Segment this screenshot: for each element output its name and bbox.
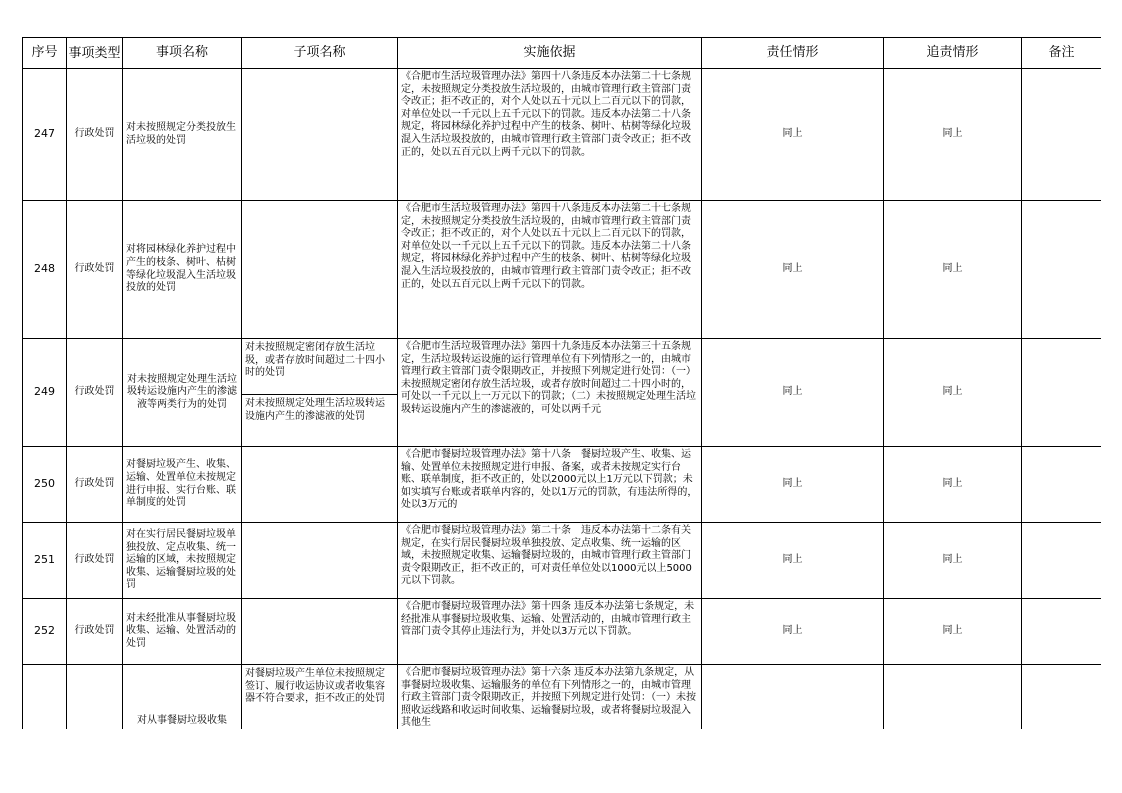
- row-serial: 250: [23, 447, 67, 523]
- table-row: [23, 599, 1102, 665]
- row-serial: 251: [23, 523, 67, 599]
- row-subitem-b: 对未按照规定处理生活垃圾转运设施内产生的渗滤液的处罚: [242, 395, 398, 447]
- table-row: [23, 69, 1102, 201]
- header-accountability: 追责情形: [884, 38, 1022, 69]
- row-accountability: [884, 665, 1022, 730]
- row-remark: [1022, 523, 1102, 599]
- row-remark: [1022, 201, 1102, 339]
- row-responsibility: 同上: [702, 599, 884, 665]
- row-type: 行政处罚: [67, 69, 123, 201]
- row-remark: [1022, 339, 1102, 447]
- row-name: 对在实行居民餐厨垃圾单独投放、定点收集、统一运输的区域，未按照规定收集、运输餐厨垃圾的处罚: [123, 523, 242, 599]
- row-subitem: [242, 523, 398, 599]
- row-type: 行政处罚: [67, 339, 123, 447]
- table-row: [23, 447, 1102, 523]
- row-subitem: [242, 447, 398, 523]
- row-serial: 249: [23, 339, 67, 447]
- row-name: 对将园林绿化养护过程中产生的枝条、树叶、枯树等绿化垃圾混入生活垃圾投放的处罚: [123, 201, 242, 339]
- row-type: 行政处罚: [67, 201, 123, 339]
- row-remark: [1022, 447, 1102, 523]
- row-name: 对从事餐厨垃圾收集: [123, 665, 242, 730]
- row-accountability: 同上: [884, 447, 1022, 523]
- row-basis: 《合肥市餐厨垃圾管理办法》第十四条 违反本办法第七条规定，未经批准从事餐厨垃圾收集、运输、处置活动的，由城市管理行政主管部门责令其停止违法行为，并处以3万元以下罚款。: [398, 599, 702, 665]
- row-responsibility: 同上: [702, 69, 884, 201]
- row-subitem-a: 对餐厨垃圾产生单位未按照规定签订、履行收运协议或者收集容器不符合要求，拒不改正的处罚: [242, 665, 398, 730]
- row-subitem-a: 对未按照规定密闭存放生活垃圾，或者存放时间超过二十四小时的处罚: [242, 339, 398, 395]
- row-type: 行政处罚: [67, 447, 123, 523]
- row-remark: [1022, 599, 1102, 665]
- header-type: 事项类型: [67, 38, 123, 69]
- row-accountability: 同上: [884, 599, 1022, 665]
- header-name: 事项名称: [123, 38, 242, 69]
- row-subitem: [242, 69, 398, 201]
- row-responsibility: 同上: [702, 339, 884, 447]
- row-basis: 《合肥市餐厨垃圾管理办法》第十六条 违反本办法第九条规定，从事餐厨垃圾收集、运输服务的单位有下列情形之一的，由城市管理行政主管部门责令限期改正，并按照下列规定进行处罚：（一）未按照收运线路和收运时间收集、运输餐厨垃圾，或者将餐厨垃圾混入其他生: [398, 665, 702, 730]
- row-serial: 252: [23, 599, 67, 665]
- header-row: [23, 38, 1102, 69]
- row-name: 对未经批准从事餐厨垃圾收集、运输、处置活动的处罚: [123, 599, 242, 665]
- header-remark: 备注: [1022, 38, 1102, 69]
- header-serial: 序号: [23, 38, 67, 69]
- row-responsibility: 同上: [702, 523, 884, 599]
- row-type: [67, 665, 123, 730]
- row-accountability: 同上: [884, 201, 1022, 339]
- row-responsibility: [702, 665, 884, 730]
- row-accountability: 同上: [884, 523, 1022, 599]
- table-row: [23, 339, 1102, 395]
- row-responsibility: 同上: [702, 201, 884, 339]
- row-basis: 《合肥市餐厨垃圾管理办法》第二十条 违反本办法第十二条有关规定，在实行居民餐厨垃圾单独投放、定点收集、统一运输的区域，未按照规定收集、运输餐厨垃圾的，由城市管理行政主管部门责令限期改正，拒不改正的，可对责任单位处以1000元以上5000元以下罚款。: [398, 523, 702, 599]
- row-accountability: 同上: [884, 339, 1022, 447]
- row-subitem: [242, 201, 398, 339]
- row-subitem: [242, 599, 398, 665]
- row-basis: 《合肥市生活垃圾管理办法》第四十八条违反本办法第二十七条规定，未按照规定分类投放生活垃圾的，由城市管理行政主管部门责令改正；拒不改正的，对个人处以五十元以上二百元以下的罚款，对单位处以一千元以上五千元以下的罚款。违反本办法第二十八条规定，将园林绿化养护过程中产生的枝条、树叶、枯树等绿化垃圾混入生活垃圾投放的，由城市管理行政主管部门责令改正；拒不改正的，处以五百元以上两千元以下的罚款。: [398, 69, 702, 201]
- header-subitem: 子项名称: [242, 38, 398, 69]
- row-remark: [1022, 665, 1102, 730]
- row-responsibility: 同上: [702, 447, 884, 523]
- row-basis: 《合肥市生活垃圾管理办法》第四十九条违反本办法第三十五条规定，生活垃圾转运设施的运行管理单位有下列情形之一的，由城市管理行政主管部门责令限期改正，并按照下列规定进行处罚：（一）未按照规定密闭存放生活垃圾，或者存放时间超过二十四小时的，可处以一千元以上一万元以下的罚款；（二）未按照规定处理生活垃圾转运设施内产生的渗滤液的，可处以两千元: [398, 339, 702, 447]
- row-serial: [23, 665, 67, 730]
- row-remark: [1022, 69, 1102, 201]
- row-name: 对未按照规定处理生活垃圾转运设施内产生的渗滤液等两类行为的处罚: [123, 339, 242, 447]
- data-table-sheet: [22, 37, 1101, 729]
- row-type: 行政处罚: [67, 599, 123, 665]
- row-name: 对未按照规定分类投放生活垃圾的处罚: [123, 69, 242, 201]
- table-row: [23, 665, 1102, 730]
- row-basis: 《合肥市餐厨垃圾管理办法》第十八条 餐厨垃圾产生、收集、运输、处置单位未按照规定进行申报、备案，或者未按规定实行台账、联单制度，拒不改正的，处以2000元以上1万元以下罚款；未如实填写台账或者联单内容的，处以1万元的罚款，有违法所得的，处以3万元的: [398, 447, 702, 523]
- table-row: [23, 201, 1102, 339]
- table-row: [23, 523, 1102, 599]
- header-responsibility: 责任情形: [702, 38, 884, 69]
- row-basis: 《合肥市生活垃圾管理办法》第四十八条违反本办法第二十七条规定，未按照规定分类投放生活垃圾的，由城市管理行政主管部门责令改正；拒不改正的，对个人处以五十元以上二百元以下的罚款，对单位处以一千元以上五千元以下的罚款。违反本办法第二十八条规定，将园林绿化养护过程中产生的枝条、树叶、枯树等绿化垃圾混入生活垃圾投放的，由城市管理行政主管部门责令改正；拒不改正的，处以五百元以上两千元以下的罚款。: [398, 201, 702, 339]
- header-basis: 实施依据: [398, 38, 702, 69]
- row-type: 行政处罚: [67, 523, 123, 599]
- data-table: [22, 37, 1101, 729]
- row-serial: 248: [23, 201, 67, 339]
- row-serial: 247: [23, 69, 67, 201]
- row-name: 对餐厨垃圾产生、收集、运输、处置单位未按规定进行申报、实行台账、联单制度的处罚: [123, 447, 242, 523]
- row-accountability: 同上: [884, 69, 1022, 201]
